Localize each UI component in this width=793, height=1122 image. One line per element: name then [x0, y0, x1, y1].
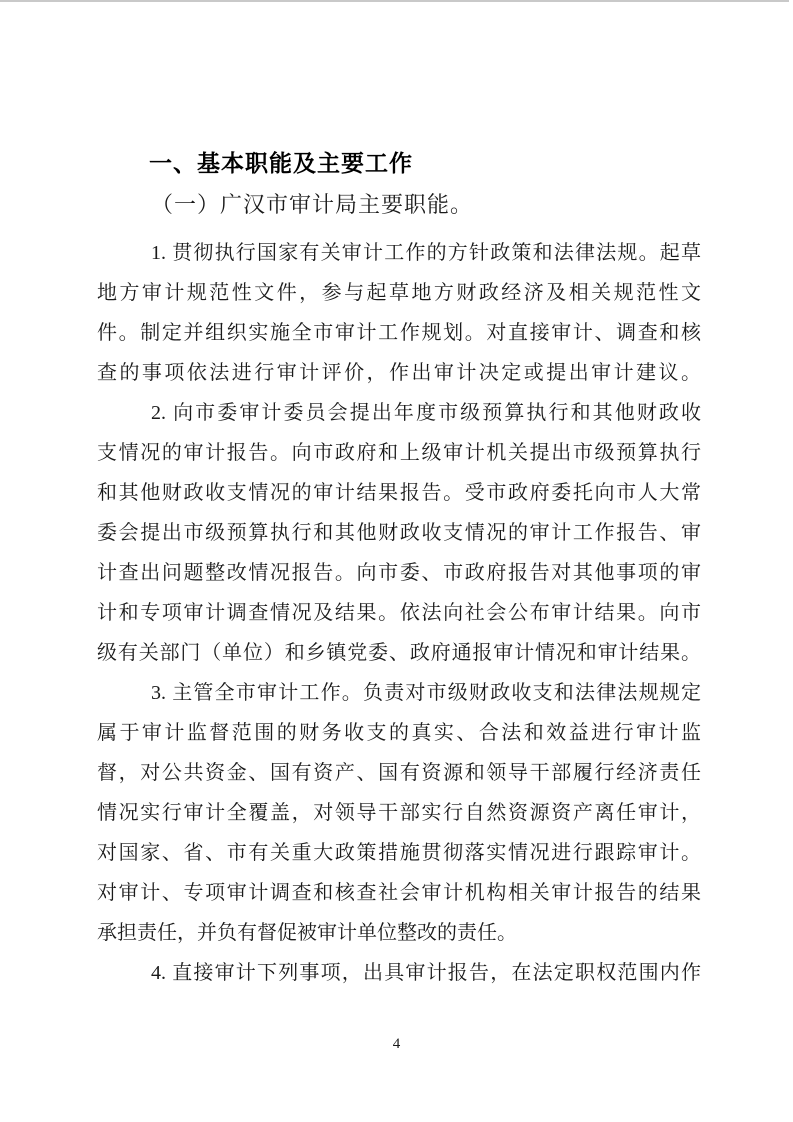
- text-line: 级有关部门（单位）和乡镇党委、政府通报审计情况和审计结果。: [97, 642, 701, 664]
- text-line: 查的事项依法进行审计评价，作出审计决定或提出审计建议。: [97, 362, 701, 384]
- text-line: 1. 贯彻执行国家有关审计工作的方针政策和法律法规。起草: [151, 242, 701, 264]
- text-line: 计和专项审计调查情况及结果。依法向社会公布审计结果。向市: [97, 602, 701, 624]
- text-line: 3. 主管全市审计工作。负责对市级财政收支和法律法规规定: [151, 682, 701, 704]
- text-line: 4. 直接审计下列事项，出具审计报告，在法定职权范围内作: [151, 962, 701, 984]
- text-line: 计查出问题整改情况报告。向市委、市政府报告对其他事项的审: [97, 562, 701, 584]
- scan-edge-line: [0, 0, 789, 2]
- document-content: [97, 143, 701, 993]
- text-line: 承担责任，并负有督促被审计单位整改的责任。: [97, 922, 517, 944]
- text-line: 和其他财政收支情况的审计结果报告。受市政府委托向市人大常: [97, 482, 701, 504]
- text-line: 情况实行审计全覆盖，对领导干部实行自然资源资产离任审计，: [97, 802, 701, 824]
- text-line: 对审计、专项审计调查和核查社会审计机构相关审计报告的结果: [97, 882, 701, 904]
- paragraph-4: [97, 953, 701, 993]
- text-line: 委会提出市级预算执行和其他财政收支情况的审计工作报告、审: [97, 522, 701, 544]
- section-heading: 一、基本职能及主要工作: [149, 150, 413, 176]
- text-line: 2. 向市委审计委员会提出年度市级预算执行和其他财政收: [151, 402, 701, 424]
- paragraph-2: [97, 393, 701, 673]
- paragraph-3: [97, 673, 701, 953]
- text-line: 对国家、省、市有关重大政策措施贯彻落实情况进行跟踪审计。: [97, 842, 701, 864]
- text-line: 支情况的审计报告。向市政府和上级审计机关提出市级预算执行: [97, 442, 701, 464]
- page-number: 4: [392, 1036, 401, 1052]
- text-line: 件。制定并组织实施全市审计工作规划。对直接审计、调查和核: [97, 322, 701, 344]
- paragraph-1: [97, 233, 701, 393]
- text-line: 地方审计规范性文件，参与起草地方财政经济及相关规范性文: [97, 282, 701, 304]
- text-line: 督，对公共资金、国有资产、国有资源和领导干部履行经济责任: [97, 762, 701, 784]
- subsection-heading: （一）广汉市审计局主要职能。: [151, 192, 474, 217]
- text-line: 属于审计监督范围的财务收支的真实、合法和效益进行审计监: [97, 722, 701, 744]
